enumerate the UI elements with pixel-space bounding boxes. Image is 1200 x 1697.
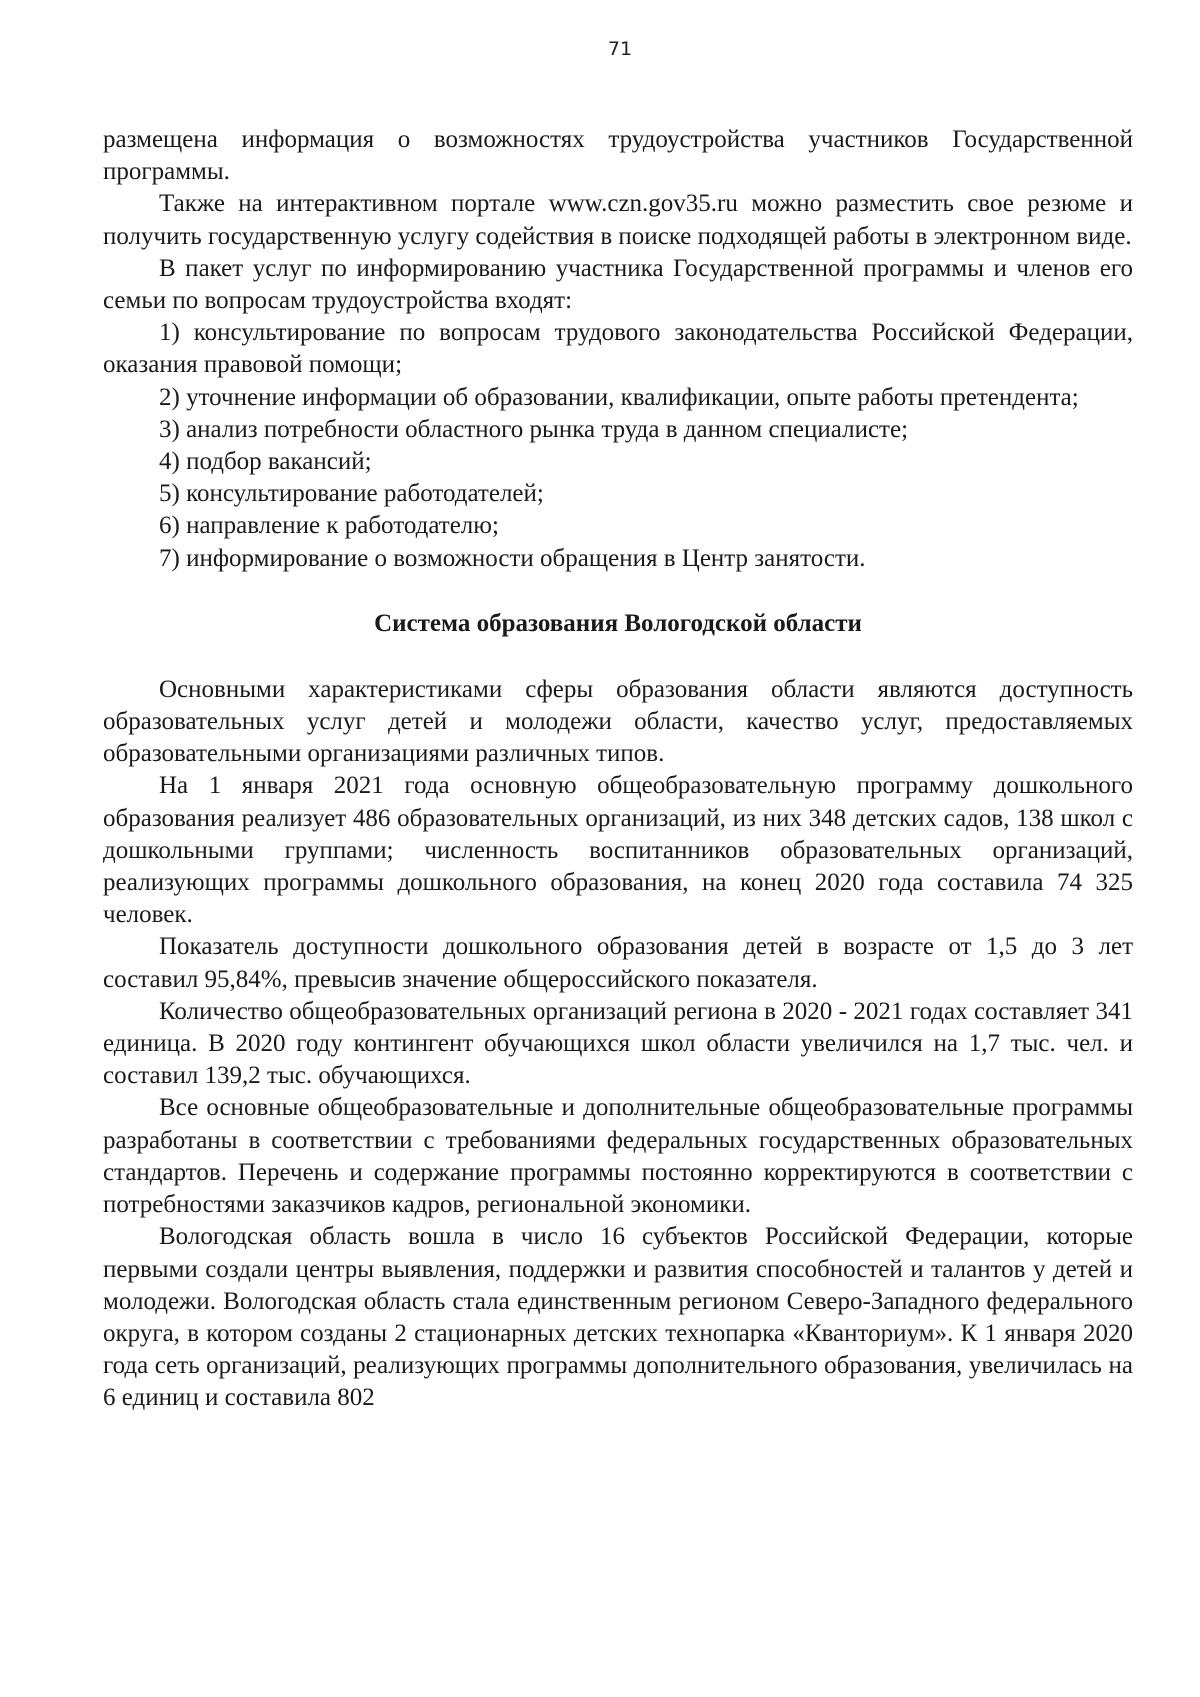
- list-item: 3) анализ потребности областного рынка труда в данном специалисте;: [159, 415, 909, 443]
- list-item: 7) информирование о возможности обращения в Центр занятости.: [159, 544, 866, 572]
- paragraph: Основными характеристиками сферы образования области являются доступность образовательных услуг детей и молодежи области, качество услуг, предоставляемых образовательными организациями различных типов.: [103, 675, 1133, 768]
- paragraph: размещена информация о возможностях трудоустройства участников Государственной программы.: [103, 126, 1133, 186]
- page-number: 71: [607, 38, 633, 60]
- list-item: 1) консультирование по вопросам трудового законодательства Российской Федерации, оказания правовой помощи;: [103, 319, 1133, 379]
- list-item: 6) направление к работодателю;: [159, 512, 499, 540]
- paragraph: Также на интерактивном портале www.czn.gov35.ru можно разместить свое резюме и получить государственную услугу содействия в поиске подходящей работы в электронном виде.: [103, 190, 1133, 250]
- paragraph: На 1 января 2021 года основную общеобразовательную программу дошкольного образования реализует 486 образовательных организаций, из них 348 детских садов, 138 школ с дошкольными группами; численность воспитанников образовательных организаций, реализующих программы дошкольного образования, на конец 2020 года составила 74 325 человек.: [103, 772, 1133, 929]
- list-item: 2) уточнение информации об образовании, квалификации, опыте работы претендента;: [159, 383, 1079, 411]
- document-body: [103, 124, 1133, 1415]
- paragraph: В пакет услуг по информированию участника Государственной программы и членов его семьи по вопросам трудоустройства входят:: [103, 254, 1133, 315]
- paragraph: Количество общеобразовательных организаций региона в 2020 - 2021 годах составляет 341 единица. В 2020 году контингент обучающихся школ области увеличился на 1,7 тыс. чел. и составил 139,2 тыс. обучающихся.: [103, 997, 1133, 1090]
- list-item: 4) подбор вакансий;: [159, 448, 372, 476]
- list-item: 5) консультирование работодателей;: [159, 480, 544, 508]
- paragraph: Вологодская область вошла в число 16 субъектов Российской Федерации, которые первыми создали центры выявления, поддержки и развития способностей и талантов у детей и молодежи. Вологодская область стала единственным регионом Северо-Западного федерального округа, в котором созданы 2 стационарных детских технопарка «Кванториум». К 1 января 2020 года сеть организаций, реализующих программы дополнительного образования, увеличилась на 6 единиц и составила 802: [103, 1223, 1133, 1412]
- paragraph: Все основные общеобразовательные и дополнительные общеобразовательные программы разработаны в соответствии с требованиями федеральных государственных образовательных стандартов. Перечень и содержание программы постоянно корректируются в соответствии с потребностями заказчиков кадров, региональной экономики.: [103, 1094, 1133, 1219]
- section-heading: Система образования Вологодской области: [374, 609, 862, 637]
- paragraph: Показатель доступности дошкольного образования детей в возрасте от 1,5 до 3 лет составил 95,84%, превысив значение общероссийского показателя.: [103, 933, 1133, 993]
